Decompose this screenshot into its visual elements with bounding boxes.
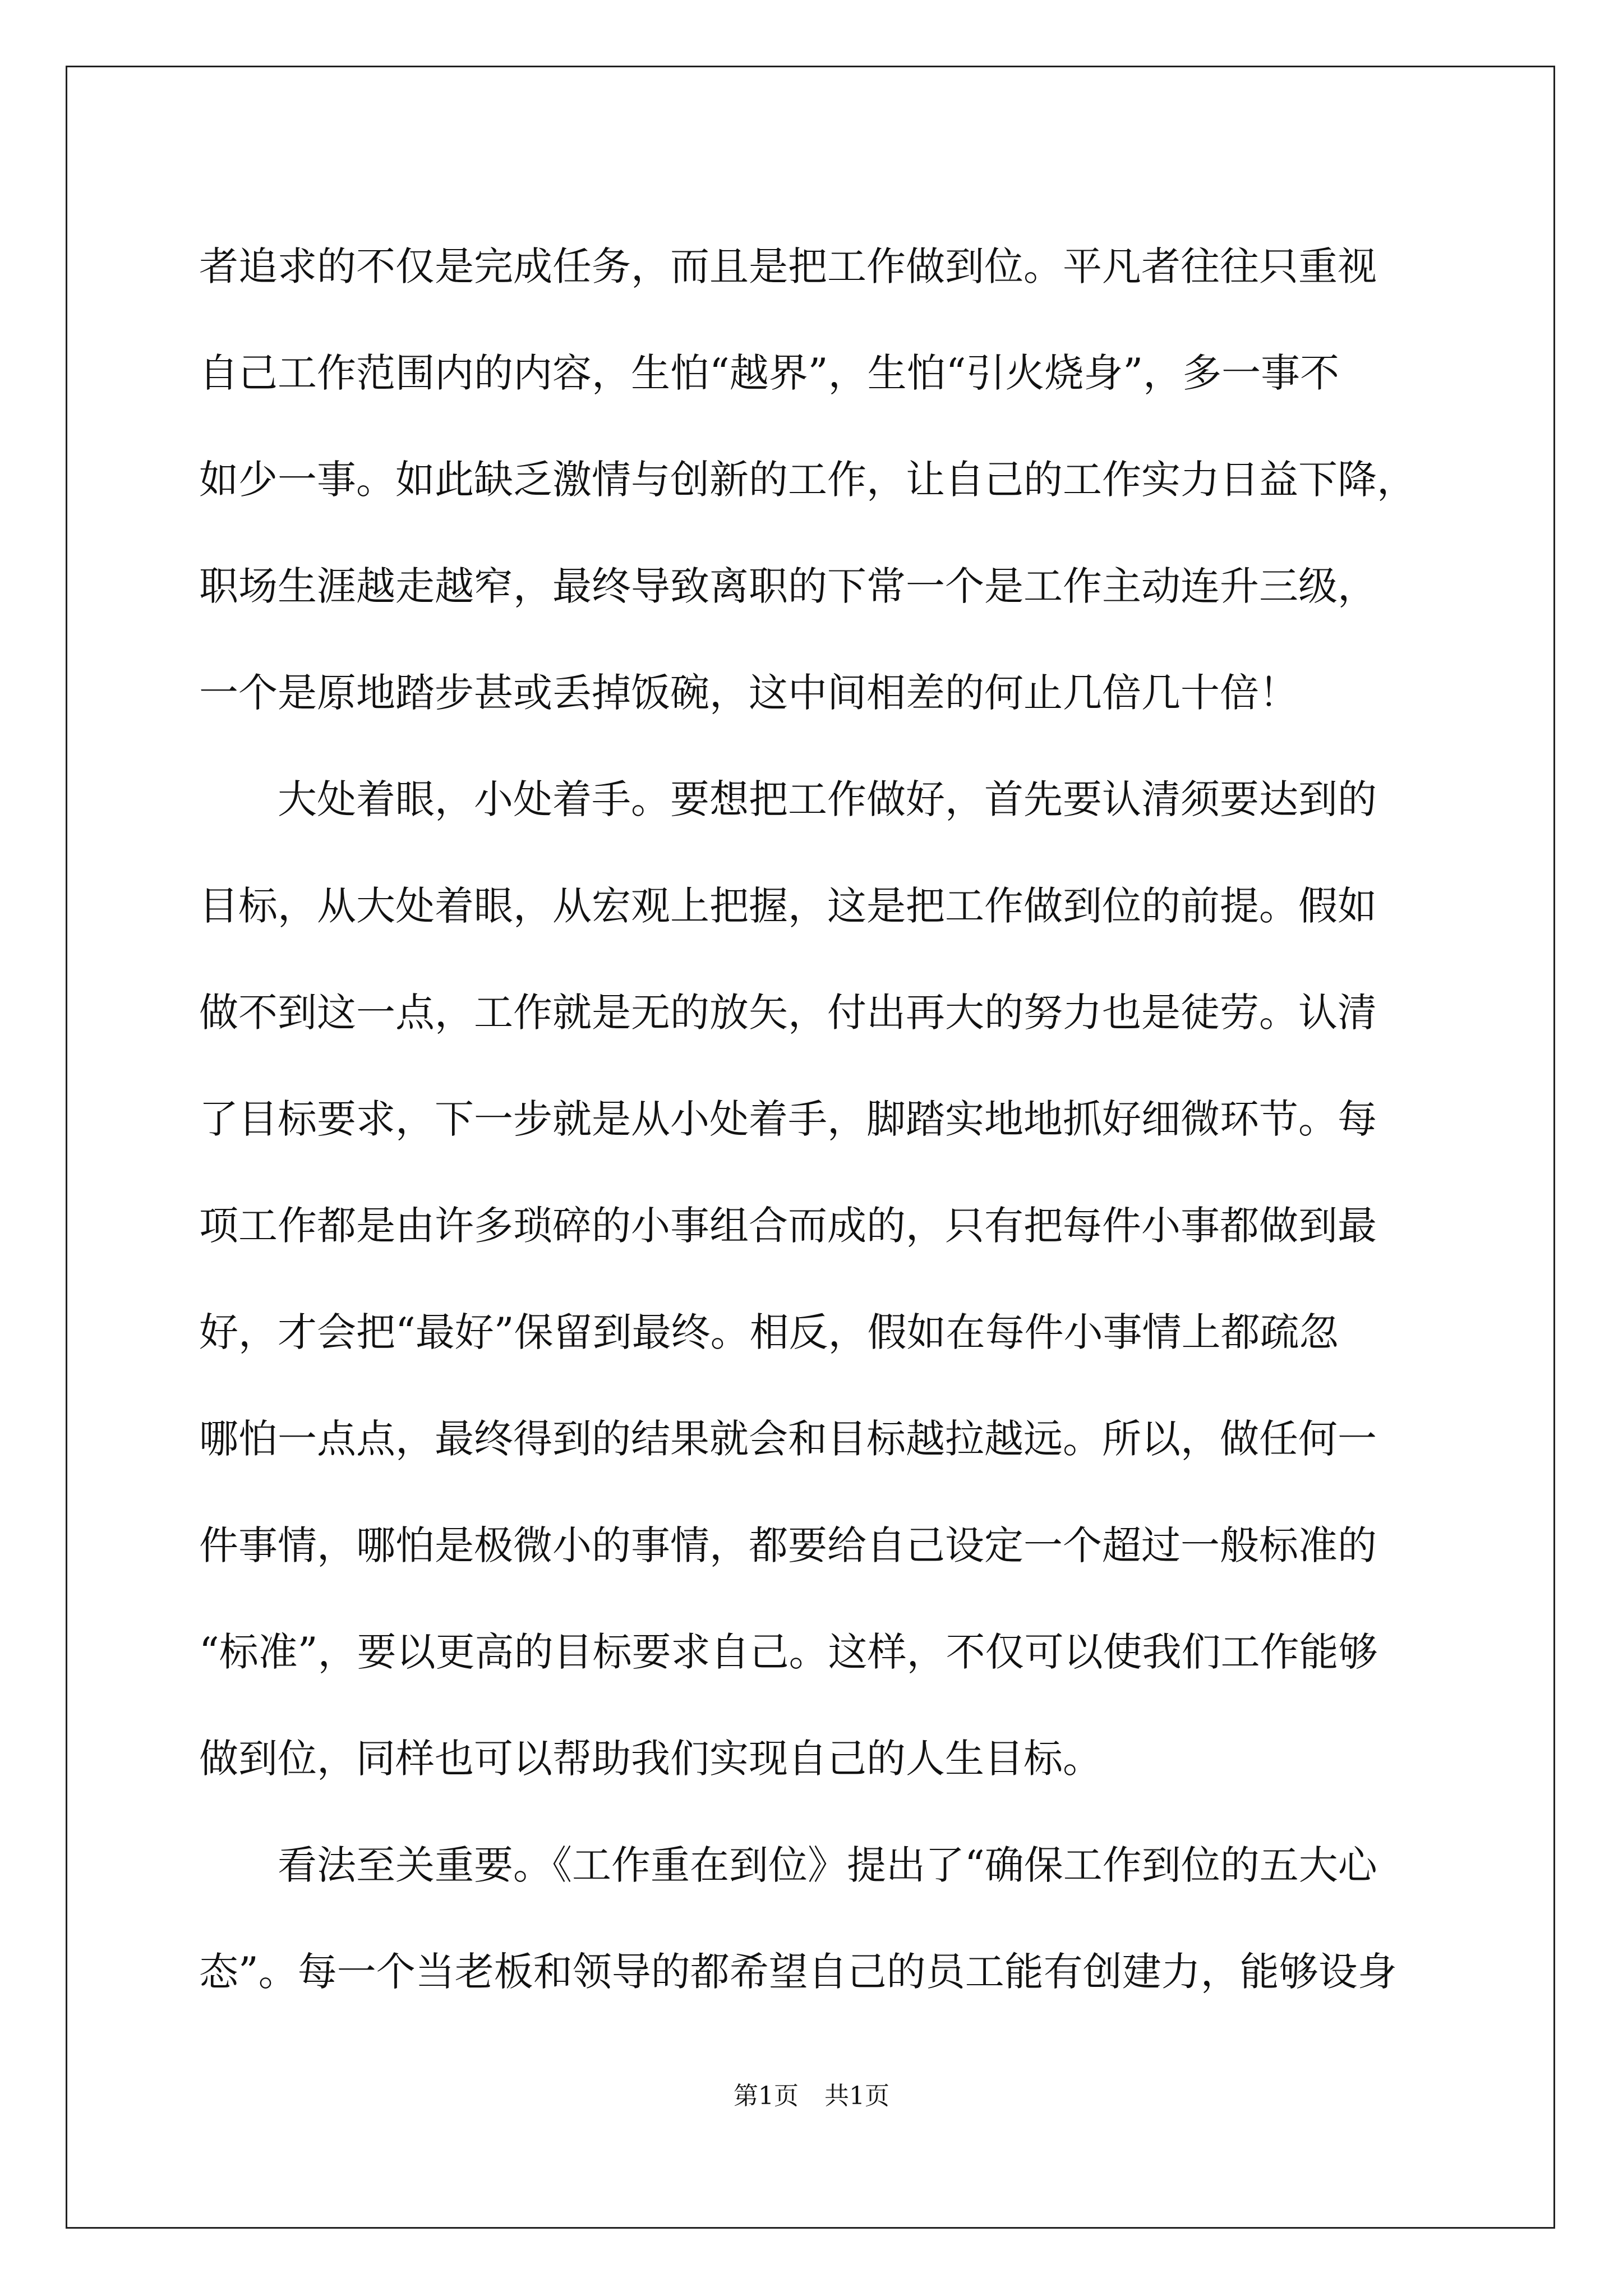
paragraph-start-line: 看法至关重要。《工作重在到位》提出了“确保工作到位的五大心: [278, 1842, 1377, 1888]
text-line: 件事情，哪怕是极微小的事情，都要给自己设定一个超过一般标准的: [199, 1522, 1377, 1568]
text-line: 如少一事。如此缺乏激情与创新的工作，让自己的工作实力日益下降，: [199, 457, 1416, 503]
text-line: 自己工作范围内的内容，生怕“越界”，生怕“引火烧身”，多一事不: [199, 350, 1340, 396]
text-line: 职场生涯越走越窄，最终导致离职的下常一个是工作主动连升三级，: [199, 563, 1377, 609]
text-line: 项工作都是由许多琐碎的小事组合而成的，只有把每件小事都做到最: [199, 1203, 1377, 1249]
total-pages-label: 共1页: [824, 2082, 889, 2110]
text-line: 做到位，同样也可以帮助我们实现自己的人生目标。: [199, 1736, 1102, 1782]
paragraph-start-line: 大处着眼，小处着手。要想把工作做好，首先要认清须要达到的: [278, 776, 1377, 822]
text-line: 目标，从大处着眼，从宏观上把握，这是把工作做到位的前提。假如: [199, 883, 1377, 929]
current-page-label: 第1页: [734, 2082, 799, 2110]
text-line: 了目标要求，下一步就是从小处着手，脚踏实地地抓好细微环节。每: [199, 1096, 1377, 1142]
text-line: “标准”，要以更高的目标要求自己。这样，不仅可以使我们工作能够: [199, 1629, 1378, 1675]
text-line: 哪怕一点点，最终得到的结果就会和目标越拉越远。所以，做任何一: [199, 1416, 1377, 1462]
text-line: 一个是原地踏步甚或丢掉饭碗，这中间相差的何止几倍几十倍！: [199, 670, 1298, 716]
text-line: 好，才会把“最好”保留到最终。相反，假如在每件小事情上都疏忽: [199, 1309, 1339, 1355]
text-line: 做不到这一点，工作就是无的放矢，付出再大的努力也是徒劳。认清: [199, 990, 1377, 1036]
page-footer: [0, 2076, 1623, 2111]
text-line: 者追求的不仅是完成任务，而且是把工作做到位。平凡者往往只重视: [199, 243, 1377, 289]
document-body: [199, 213, 1433, 2025]
text-line: 态”。每一个当老板和领导的都希望自己的员工能有创建力，能够设身: [199, 1949, 1397, 1995]
